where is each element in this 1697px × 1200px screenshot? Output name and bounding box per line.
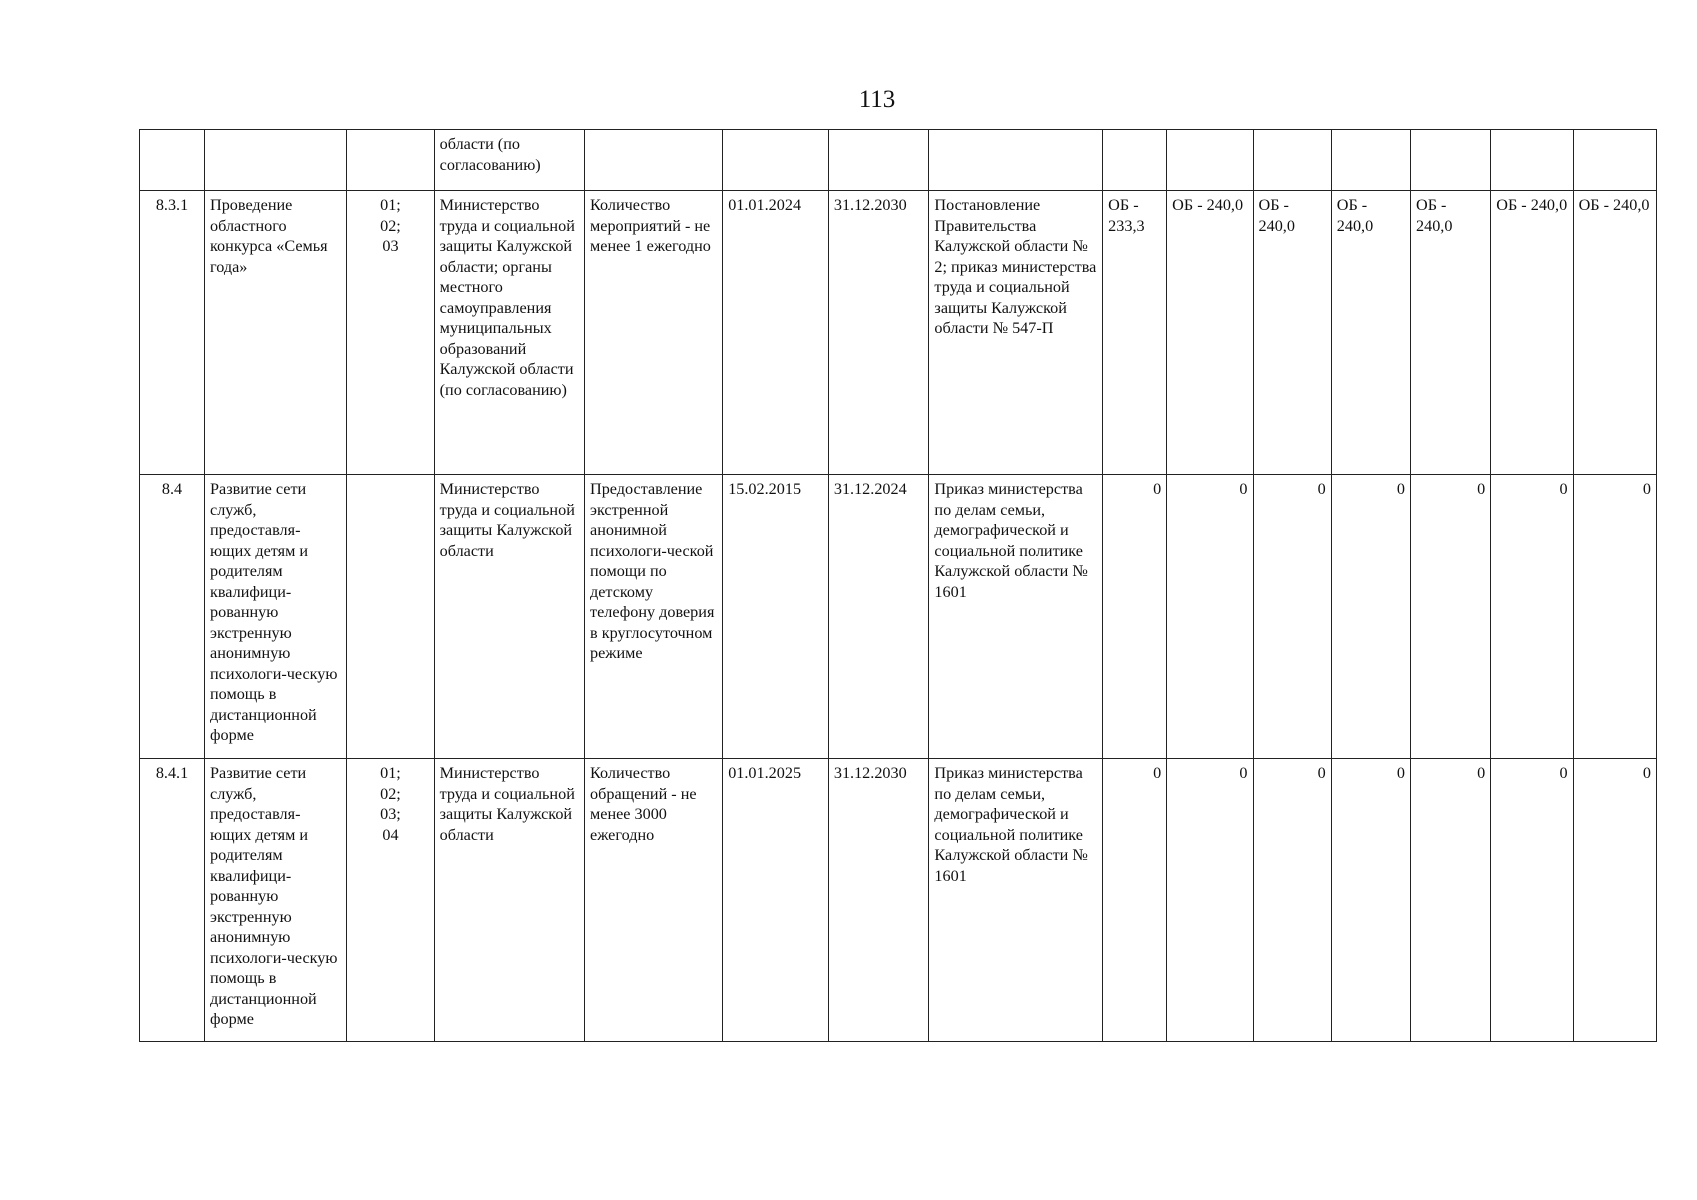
table-row-continuation	[140, 130, 1657, 191]
cell-value: ОБ - 233,3	[1103, 191, 1167, 475]
cell-name: Проведение областного конкурса «Семья года»	[205, 191, 347, 475]
cell-value: 0	[1103, 475, 1167, 759]
cell-executor: Министерство труда и социальной защиты Калужской области; органы местного самоуправления муниципальных образований Калужской области (по согласованию)	[434, 191, 584, 475]
page-number: 113	[858, 86, 896, 113]
table-row	[140, 759, 1657, 1042]
cell-start	[723, 130, 829, 191]
cell-value: 0	[1103, 759, 1167, 1042]
cell-value: 0	[1491, 475, 1573, 759]
cell-value	[1103, 130, 1167, 191]
cell-name: Развитие сети служб, предоставля-ющих детям и родителям квалифици-рованную экстренную анонимную психологи-ческую помощь в дистанционной форме	[205, 759, 347, 1042]
cell-codes	[347, 759, 434, 1042]
cell-document	[929, 130, 1103, 191]
cell-num: 8.3.1	[140, 191, 205, 475]
cell-value: 0	[1331, 759, 1410, 1042]
cell-value: 0	[1167, 475, 1253, 759]
program-measures-table	[139, 129, 1657, 1042]
cell-value: 0	[1411, 475, 1491, 759]
cell-value: 0	[1491, 759, 1573, 1042]
cell-value	[1331, 130, 1410, 191]
cell-value	[1573, 130, 1656, 191]
cell-executor: области (по согласованию)	[434, 130, 584, 191]
cell-value: 0	[1411, 759, 1491, 1042]
cell-value: ОБ - 240,0	[1573, 191, 1656, 475]
cell-executor: Министерство труда и социальной защиты Калужской области	[434, 759, 584, 1042]
cell-indicator: Количество мероприятий - не менее 1 ежегодно	[585, 191, 723, 475]
cell-end: 31.12.2030	[828, 759, 929, 1042]
cell-indicator: Количество обращений - не менее 3000 ежегодно	[585, 759, 723, 1042]
cell-num: 8.4	[140, 475, 205, 759]
cell-document: Приказ министерства по делам семьи, демографической и социальной политике Калужской области № 1601	[929, 759, 1103, 1042]
cell-name: Развитие сети служб, предоставля-ющих детям и родителям квалифици-рованную экстренную анонимную психологи-ческую помощь в дистанционной форме	[205, 475, 347, 759]
cell-end	[828, 130, 929, 191]
cell-indicator	[585, 130, 723, 191]
cell-value	[1253, 130, 1331, 191]
cell-value: 0	[1573, 475, 1656, 759]
cell-value	[1491, 130, 1573, 191]
cell-value: ОБ - 240,0	[1331, 191, 1410, 475]
cell-codes	[347, 130, 434, 191]
cell-value: ОБ - 240,0	[1253, 191, 1331, 475]
cell-codes	[347, 191, 434, 475]
cell-executor: Министерство труда и социальной защиты Калужской области	[434, 475, 584, 759]
cell-value: 0	[1253, 759, 1331, 1042]
code: 02;	[380, 784, 401, 803]
cell-start: 01.01.2025	[723, 759, 829, 1042]
cell-end: 31.12.2024	[828, 475, 929, 759]
cell-value: ОБ - 240,0	[1491, 191, 1573, 475]
cell-indicator: Предоставление экстренной анонимной психологи-ческой помощи по детскому телефону доверия в круглосуточном режиме	[585, 475, 723, 759]
cell-document: Приказ министерства по делам семьи, демографической и социальной политике Калужской области № 1601	[929, 475, 1103, 759]
cell-value: 0	[1253, 475, 1331, 759]
code: 02;	[380, 216, 401, 235]
cell-value	[1411, 130, 1491, 191]
cell-num: 8.4.1	[140, 759, 205, 1042]
cell-value: 0	[1331, 475, 1410, 759]
cell-name	[205, 130, 347, 191]
cell-document: Постановление Правительства Калужской области № 2; приказ министерства труда и социальной защиты Калужской области № 547-П	[929, 191, 1103, 475]
cell-start: 15.02.2015	[723, 475, 829, 759]
cell-value: 0	[1573, 759, 1656, 1042]
cell-num	[140, 130, 205, 191]
cell-value: 0	[1167, 759, 1253, 1042]
cell-value	[1167, 130, 1253, 191]
cell-value: ОБ - 240,0	[1411, 191, 1491, 475]
code: 01;	[380, 196, 401, 214]
code: 04	[382, 825, 399, 844]
code: 03;	[380, 805, 401, 823]
code: 01;	[380, 764, 401, 782]
cell-start: 01.01.2024	[723, 191, 829, 475]
table-row	[140, 475, 1657, 759]
table-row	[140, 191, 1657, 475]
cell-codes	[347, 475, 434, 759]
cell-end: 31.12.2030	[828, 191, 929, 475]
cell-value: ОБ - 240,0	[1167, 191, 1253, 475]
code: 03	[382, 237, 399, 255]
